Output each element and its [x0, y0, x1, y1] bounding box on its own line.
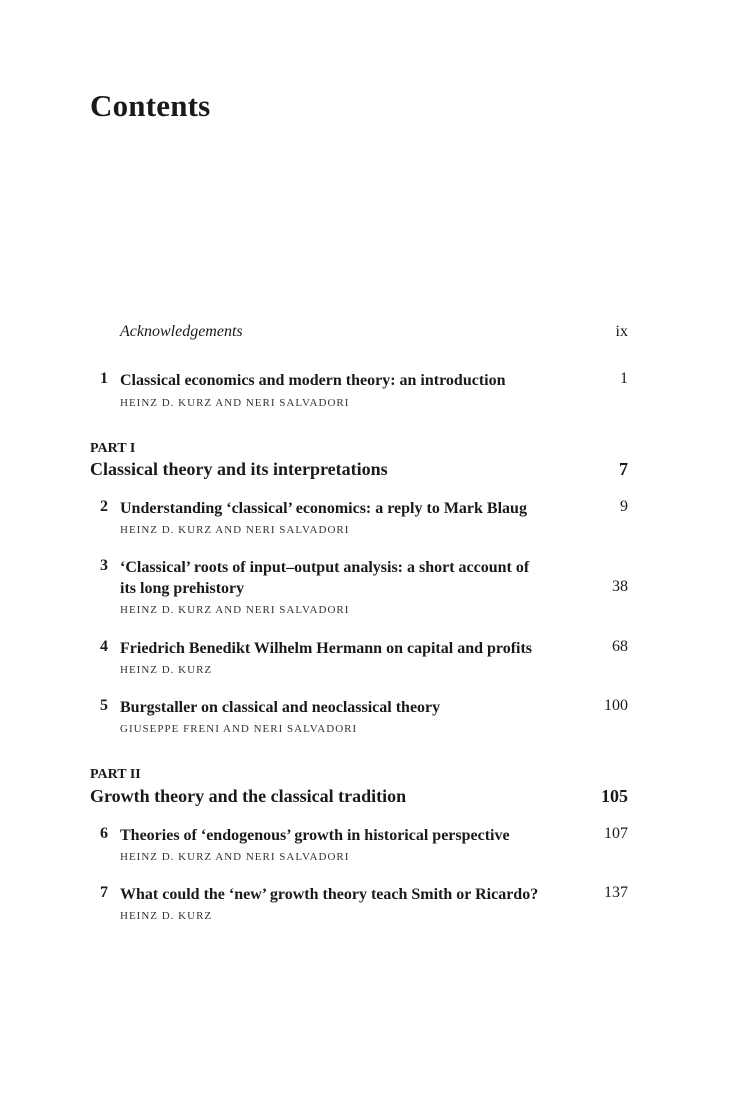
chapter-page: 107	[604, 825, 628, 842]
part-2-page: 105	[601, 786, 628, 806]
page-title: Contents	[90, 88, 211, 123]
chapter-number: 3	[100, 557, 108, 574]
chapter-number: 4	[100, 638, 108, 655]
chapter-page: 1	[620, 370, 628, 387]
chapter-author: HEINZ D. KURZ AND NERI SALVADORI	[120, 851, 350, 863]
chapter-page: 9	[620, 498, 628, 515]
chapter-number: 7	[100, 884, 108, 901]
part-2-title[interactable]: Growth theory and the classical tradition	[90, 786, 407, 806]
chapter-page: 137	[604, 884, 628, 901]
chapter-title: Burgstaller on classical and neoclassical theory	[120, 699, 441, 716]
part-1-page: 7	[619, 459, 628, 479]
chapter-number: 5	[100, 697, 108, 714]
chapter-author: GIUSEPPE FRENI AND NERI SALVADORI	[120, 723, 358, 735]
chapter-number: 2	[100, 498, 108, 515]
chapter-author: HEINZ D. KURZ	[120, 664, 213, 676]
chapter-title: Theories of ‘endogenous’ growth in historical perspective	[120, 827, 510, 844]
chapter-title: Friedrich Benedikt Wilhelm Hermann on capital and profits	[120, 640, 533, 657]
acknowledgements-page: ix	[615, 323, 628, 340]
chapter-title-line-2: its long prehistory	[120, 580, 245, 597]
part-1-label: PART I	[90, 441, 136, 456]
chapter-title: Classical economics and modern theory: an introduction	[120, 372, 506, 389]
chapter-title: Understanding ‘classical’ economics: a reply to Mark Blaug	[120, 500, 527, 517]
chapter-title-line-1: ‘Classical’ roots of input–output analysis: a short account of	[120, 559, 530, 576]
part-1-title[interactable]: Classical theory and its interpretations	[90, 459, 388, 479]
part-2-label: PART II	[90, 767, 141, 782]
chapter-author: HEINZ D. KURZ AND NERI SALVADORI	[120, 397, 350, 409]
chapter-title: What could the ‘new’ growth theory teach Smith or Ricardo?	[120, 886, 539, 903]
chapter-author: HEINZ D. KURZ AND NERI SALVADORI	[120, 604, 350, 616]
chapter-page: 38	[612, 578, 628, 595]
acknowledgements-label[interactable]: Acknowledgements	[120, 323, 243, 340]
chapter-page: 68	[612, 638, 628, 655]
chapter-number: 6	[100, 825, 108, 842]
chapter-page: 100	[604, 697, 628, 714]
chapter-author: HEINZ D. KURZ AND NERI SALVADORI	[120, 524, 350, 536]
chapter-number: 1	[100, 370, 108, 387]
chapter-author: HEINZ D. KURZ	[120, 910, 213, 922]
